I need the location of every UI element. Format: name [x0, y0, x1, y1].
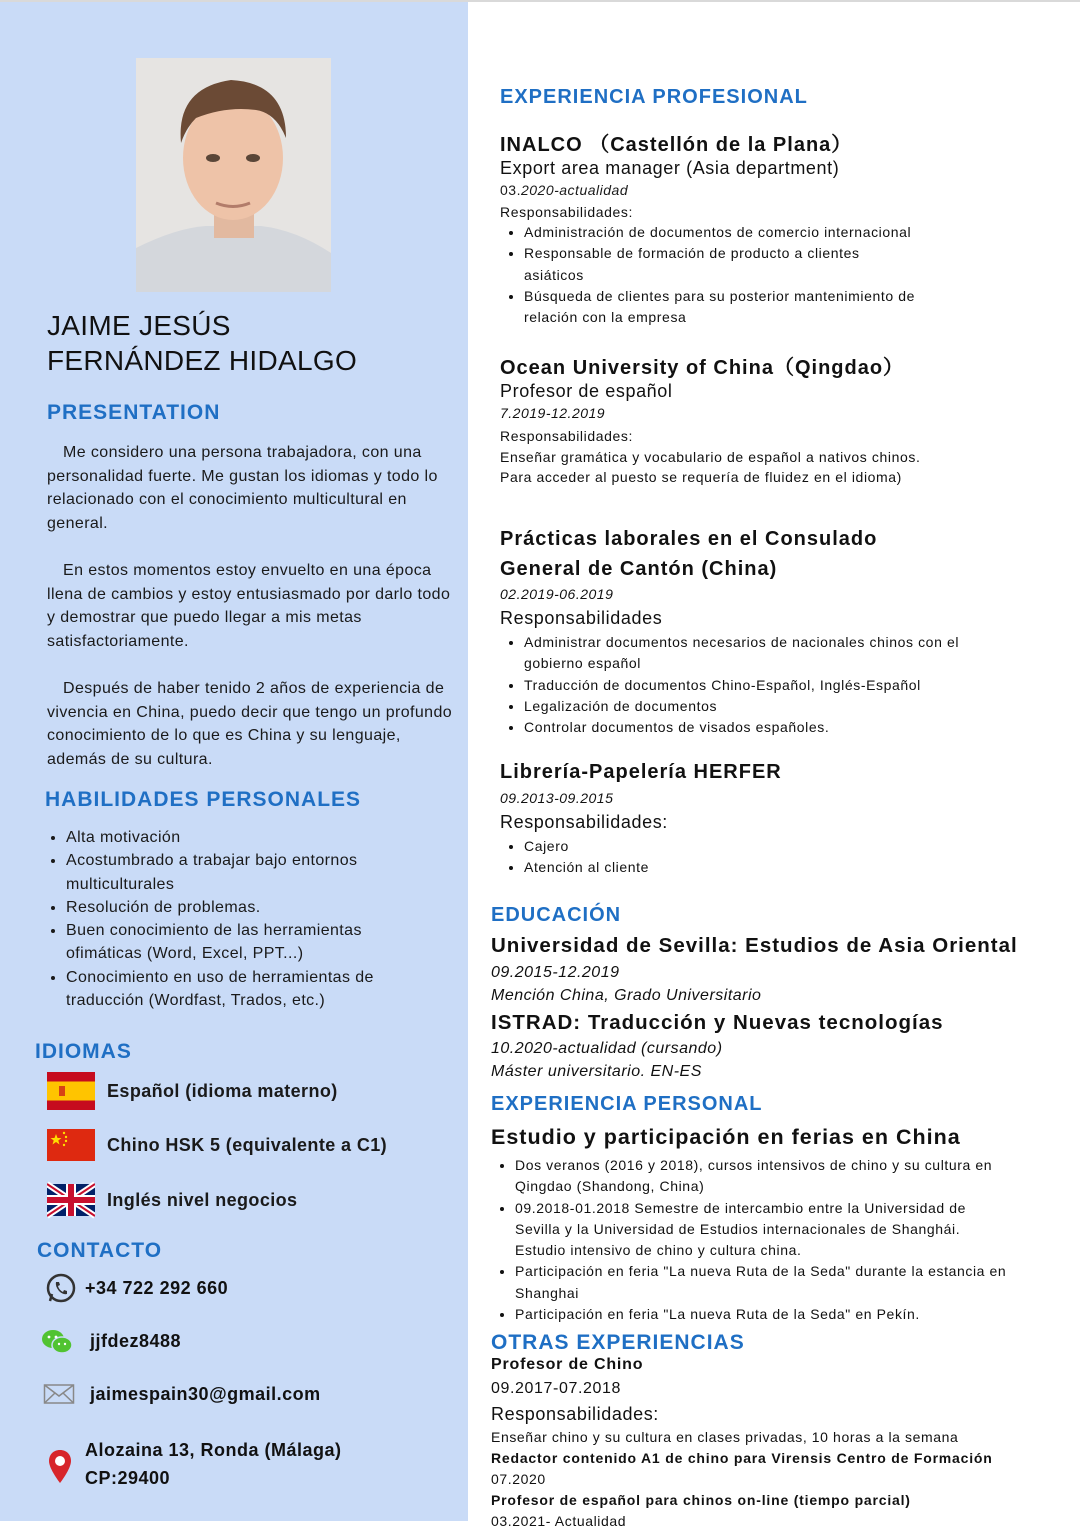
other-job-desc: Enseñar chino y su cultura en clases privadas, 10 horas a la semana: [491, 1429, 959, 1445]
job-role: Export area manager (Asia department): [500, 158, 840, 178]
skill-item: • Conocimiento en uso de herramientas de traducción (Wordfast, Trados, etc.): [66, 966, 417, 1013]
skills-list-wrap: [47, 826, 417, 1012]
china-flag-icon: [47, 1126, 95, 1164]
personal-experience-item: • Dos veranos (2016 y 2018), cursos intensivos de chino y su cultura en Qingdao (Shandong, China): [515, 1155, 1021, 1198]
whatsapp-icon: [45, 1272, 77, 1304]
job-desc-line: Enseñar gramática y vocabulario de español a nativos chinos.: [500, 449, 921, 465]
other-job-title: Profesor de Chino: [491, 1356, 644, 1373]
education-detail: Máster universitario. EN-ES: [491, 1063, 702, 1080]
job-resp-label: Responsabilidades:: [500, 812, 668, 832]
job-resp-label: Responsabilidades:: [500, 428, 633, 444]
skills-title: HABILIDADES PERSONALES: [45, 788, 362, 811]
job-company: Librería-Papelería HERFER: [500, 761, 782, 783]
resp-item: • Controlar documentos de visados españoles.: [524, 717, 980, 738]
envelope-icon: [43, 1382, 75, 1406]
job-company-line-2: General de Cantón (China): [500, 558, 778, 580]
spain-flag-icon: [47, 1072, 95, 1110]
experience-title: EXPERIENCIA PROFESIONAL: [500, 86, 808, 108]
job-resp-list-wrap: [500, 836, 960, 879]
skills-list: [47, 826, 417, 1012]
education-school: ISTRAD: Traducción y Nuevas tecnologías: [491, 1011, 944, 1034]
job-resp-list: [500, 222, 960, 328]
name-line-1: JAIME JESÚS: [47, 310, 231, 341]
personal-experience-heading: Estudio y participación en ferias en China: [491, 1125, 961, 1149]
address-line-2: CP:29400: [85, 1468, 171, 1488]
presentation-text: [47, 441, 459, 795]
job-role: Profesor de español: [500, 381, 673, 401]
job-date-prefix: 03.: [500, 182, 521, 198]
language-label: Chino HSK 5 (equivalente a C1): [107, 1134, 388, 1155]
resp-item: • Legalización de documentos: [524, 696, 980, 717]
name-line-2: FERNÁNDEZ HIDALGO: [47, 345, 358, 376]
resp-item: • Atención al cliente: [524, 857, 960, 878]
job-resp-label: Responsabilidades: [500, 608, 663, 628]
job-company: Ocean University of China（Qingdao）: [500, 357, 905, 379]
other-job-date: 07.2020: [491, 1471, 546, 1487]
skill-item: • Buen conocimiento de las herramientas ofimáticas (Word, Excel, PPT...): [66, 919, 417, 966]
presentation-title: PRESENTATION: [47, 401, 221, 424]
personal-experience-title: EXPERIENCIA PERSONAL: [491, 1093, 763, 1115]
personal-experience-item: • Participación en feria "La nueva Ruta de la Seda" durante la estancia en Shanghai: [515, 1261, 1021, 1304]
contact-title: CONTACTO: [37, 1239, 163, 1262]
education-school: Universidad de Sevilla: Estudios de Asia Oriental: [491, 934, 1018, 957]
job-resp-list-wrap: [500, 632, 980, 738]
skill-item: • Resolución de problemas.: [66, 896, 417, 919]
resp-item: • Traducción de documentos Chino-Español, Inglés-Español: [524, 675, 980, 696]
presentation-paragraph: Después de haber tenido 2 años de experiencia de vivencia en China, puedo decir que tengo un profundo conocimiento de lo que es China y su lenguaje, además de su cultura.: [47, 680, 453, 768]
education-date: 09.2015-12.2019: [491, 964, 620, 981]
other-job-resp-label: Responsabilidades:: [491, 1404, 659, 1424]
wechat-icon: [41, 1328, 73, 1356]
education-detail: Mención China, Grado Universitario: [491, 987, 762, 1004]
job-date: [500, 182, 628, 198]
job-desc-line: Para acceder al puesto se requería de fluidez en el idioma): [500, 469, 902, 485]
job-company: INALCO （Castellón de la Plana）: [500, 134, 853, 156]
other-job-title: Redactor contenido A1 de chino para Virensis Centro de Formación: [491, 1450, 993, 1466]
language-spanish: [47, 1071, 338, 1111]
skill-item: • Alta motivación: [66, 826, 417, 849]
language-label: Inglés nivel negocios: [107, 1189, 298, 1210]
job-resp-list: [500, 836, 960, 879]
other-job-date: 09.2017-07.2018: [491, 1380, 621, 1397]
contact-email[interactable]: jaimespain30@gmail.com: [90, 1384, 321, 1404]
job-company-line-1: Prácticas laborales en el Consulado: [500, 528, 878, 550]
resp-item: • Responsable de formación de producto a clientes asiáticos: [524, 243, 960, 286]
resp-item: • Administración de documentos de comercio internacional: [524, 222, 960, 243]
skill-item: • Acostumbrado a trabajar bajo entornos multiculturales: [66, 849, 417, 896]
address-line-1: Alozaina 13, Ronda (Málaga): [85, 1440, 342, 1460]
education-title: EDUCACIÓN: [491, 904, 622, 926]
map-pin-icon: [48, 1449, 72, 1485]
personal-experience-list: [491, 1155, 1021, 1325]
personal-experience-list-wrap: [491, 1155, 1021, 1325]
personal-experience-item: • Participación en feria "La nueva Ruta de la Seda" en Pekín.: [515, 1304, 1021, 1325]
language-chinese: [47, 1125, 388, 1165]
resp-item: • Cajero: [524, 836, 960, 857]
job-resp-list-wrap: [500, 222, 960, 328]
language-english: [47, 1180, 298, 1220]
job-resp-label: Responsabilidades:: [500, 204, 633, 220]
job-date: 09.2013-09.2015: [500, 790, 614, 806]
languages-title: IDIOMAS: [35, 1040, 132, 1063]
resp-item: • Búsqueda de clientes para su posterior mantenimiento de relación con la empresa: [524, 286, 960, 329]
presentation-paragraph: Me considero una persona trabajadora, con una personalidad fuerte. Me gustan los idiomas y todo lo relacionado con el conocimiento multicultural en general.: [47, 444, 438, 532]
personal-experience-item: • 09.2018-01.2018 Semestre de intercambio entre la Universidad de Sevilla y la Universidad de Estudios internacionales de Shanghái. Estudio intensivo de chino y cultura china.: [515, 1198, 1021, 1262]
profile-photo: [136, 58, 331, 292]
job-date: 02.2019-06.2019: [500, 586, 614, 602]
contact-address: [85, 1436, 342, 1492]
job-date-rest: 2020-actualidad: [520, 182, 629, 198]
language-label: Español (idioma materno): [107, 1080, 338, 1101]
other-job-title: Profesor de español para chinos on-line (tiempo parcial): [491, 1492, 911, 1508]
contact-wechat[interactable]: jjfdez8488: [90, 1331, 182, 1351]
job-resp-list: [500, 632, 980, 738]
presentation-paragraph: En estos momentos estoy envuelto en una época llena de cambios y estoy entusiasmado por darlo todo y demostrar que puedo llegar a mis metas satisfactoriamente.: [47, 562, 451, 650]
resp-item: • Administrar documentos necesarios de nacionales chinos con el gobierno español: [524, 632, 980, 675]
job-date: 7.2019-12.2019: [500, 405, 606, 421]
full-name: [47, 308, 357, 378]
education-date: 10.2020-actualidad (cursando): [491, 1040, 723, 1057]
uk-flag-icon: [47, 1181, 95, 1219]
other-job-date: 03.2021- Actualidad: [491, 1513, 627, 1529]
other-experience-title: OTRAS EXPERIENCIAS: [491, 1331, 745, 1354]
contact-phone[interactable]: +34 722 292 660: [85, 1278, 229, 1298]
